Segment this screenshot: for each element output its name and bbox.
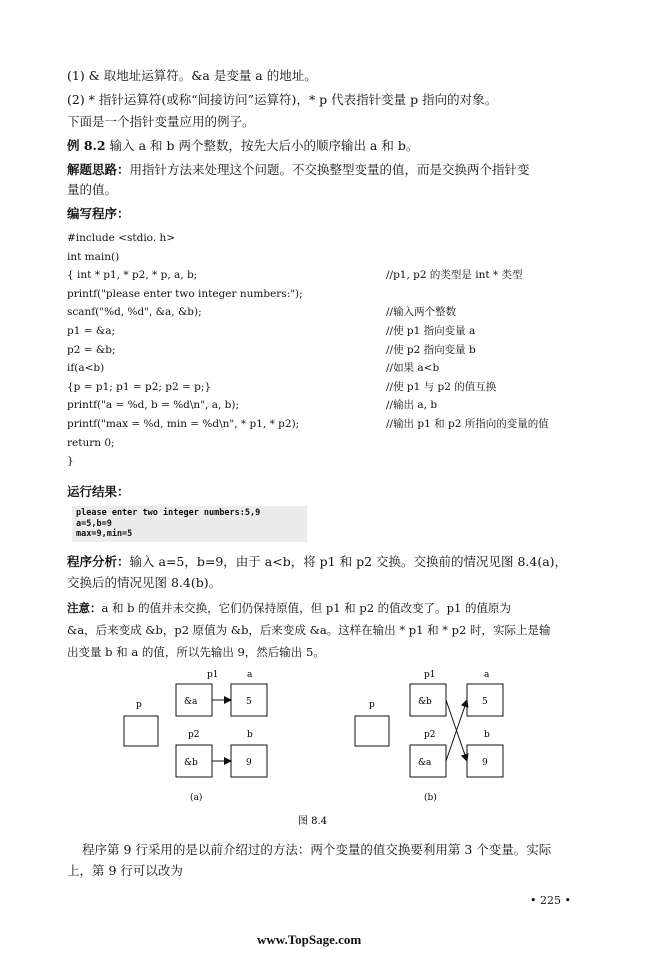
intro-lead: 下面是一个指针变量应用的例子。 [67,114,255,129]
note-text-1: a 和 b 的值并未交换，它们仍保持原值，但 p1 和 p2 的值改变了。p1 的值原为 [101,601,511,615]
code-line: p2 = &b; [67,343,116,356]
terminal-line: a=5,b=9 [76,518,112,529]
note-line-2: &a，后来变成 &b，p2 原值为 &b，后来变成 &a。这样在输出 * p1 和 * p2 时，实际上是输 [67,623,551,637]
code-comment: //p1, p2 的类型是 int * 类型 [386,269,523,282]
code-line: #include <stdio. h> [67,232,176,244]
code-line: printf("a = %d, b = %d\n", a, b); [67,399,239,412]
note-line-3: 出变量 b 和 a 的值，所以先输出 9，然后输出 5。 [67,645,325,659]
value-a: 5 [482,697,488,707]
operator-pointer-line: (2) * 指针运算符(或称“间接访问”运算符)，* p 代表指针变量 p 指向的对象。 [67,92,498,107]
example-text: 输入 a 和 b 两个整数，按先大后小的顺序输出 a 和 b。 [109,138,419,153]
idea-text-1: 用指针方法来处理这个问题。不交换整型变量的值，而是交换两个指针变 [129,162,530,177]
label-p1: p1 [424,670,436,680]
value-p1: &a [184,697,198,707]
label-p1: p1 [207,670,219,680]
code-comment: //使 p2 指向变量 b [386,343,476,356]
analysis-label: 程序分析： [67,554,130,569]
code-comment: //输入两个整数 [386,306,457,319]
page-number: • 225 • [530,894,571,907]
value-p2: &b [184,758,198,768]
operator-address-line: (1) & 取地址运算符。&a 是变量 a 的地址。 [67,68,317,83]
code-comment: //使 p1 指向变量 a [386,325,476,337]
box-p [355,716,389,746]
code-comment: //如果 a<b [386,362,440,375]
code-line: printf("please enter two integer numbers:"); [67,287,303,300]
value-p2: &a [418,758,432,768]
label-b: b [247,730,253,740]
example-label: 例 8.2 [67,138,106,153]
label-a: a [247,670,253,680]
analysis-text-1: 输入 a=5，b=9，由于 a<b，将 p1 和 p2 交换。交换前的情况见图 8.4(a)， [129,554,568,569]
label-b: b [484,730,490,740]
label-p2: p2 [424,730,436,740]
terminal-line: max=9,min=5 [76,529,133,539]
figure-b [355,670,503,803]
code-comment: //使 p1 与 p2 的值互换 [386,380,497,393]
figure-caption: 图 8.4 [298,816,328,827]
footer-line-2: 上，第 9 行可以改为 [67,863,183,878]
value-b: 9 [482,758,488,768]
figure-a [124,670,267,803]
label-p2: p2 [188,730,200,740]
subcaption-b: (b) [424,793,437,803]
idea-label: 解题思路： [67,162,130,177]
code-line: {p = p1; p1 = p2; p2 = p;} [67,380,212,393]
code-line: printf("max = %d, min = %d\n", * p1, * p2); [67,418,300,430]
value-b: 9 [246,758,252,768]
code-comment: //输出 p1 和 p2 所指向的变量的值 [386,418,549,430]
code-line: return 0; [67,436,115,449]
note-label: 注意： [67,601,102,615]
code-line: scanf("%d, %d", &a, &b); [67,306,202,319]
subcaption-a: (a) [190,793,203,803]
code-line: if(a<b) [67,362,105,375]
code-comment: //输出 a, b [386,399,438,412]
idea-line-2: 量的值。 [67,182,118,197]
code-line: } [67,455,74,468]
footer-line-1: 程序第 9 行采用的是以前介绍过的方法：两个变量的值交换要利用第 3 个变量。实际 [82,842,552,857]
label-a: a [484,670,490,680]
value-p1: &b [418,697,432,707]
value-a: 5 [246,697,252,707]
label-p: p [136,700,142,710]
terminal-line: please enter two integer numbers:5,9 [76,508,261,518]
code-line: int main() [67,250,120,263]
watermark-url: www.TopSage.com [257,932,362,947]
code-line: { int * p1, * p2, * p, a, b; [67,269,198,282]
label-p: p [369,700,375,710]
analysis-line-2: 交换后的情况见图 8.4(b)。 [67,575,222,590]
run-heading: 运行结果： [67,484,130,499]
code-line: p1 = &a; [67,325,116,337]
program-heading: 编写程序： [67,206,130,221]
box-p [124,716,158,746]
